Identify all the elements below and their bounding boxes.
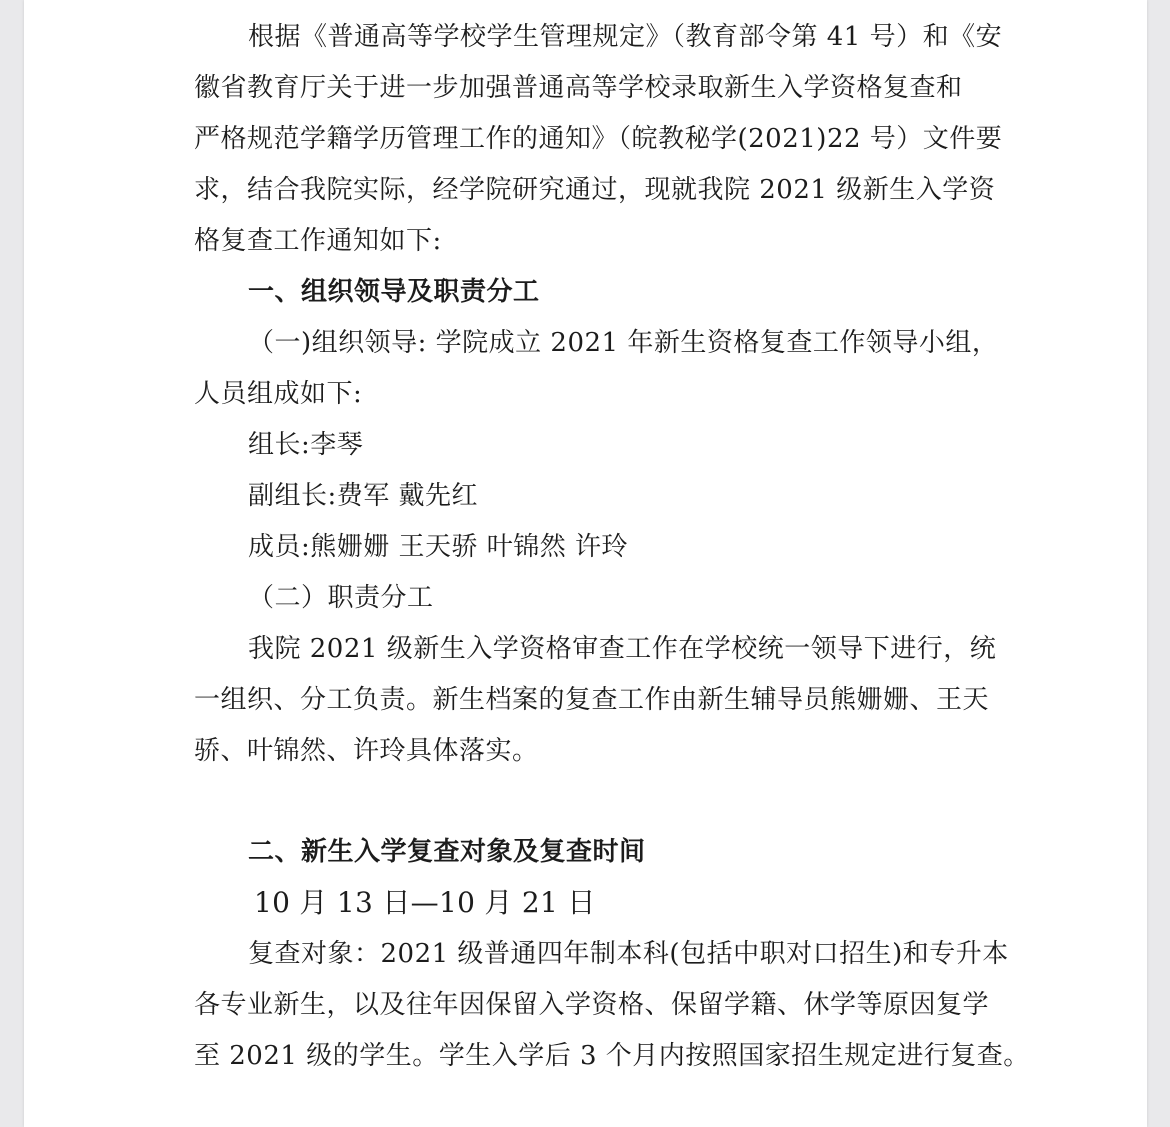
section-2-heading: 二、新生入学复查对象及复查时间 <box>248 837 646 867</box>
organization-line-1: （一)组织领导: 学院成立 2021 年新生资格复查工作领导小组， <box>248 328 999 358</box>
review-target-line-3: 至 2021 级的学生。学生入学后 3 个月内按照国家招生规定进行复查。 <box>194 1041 1030 1071</box>
members-line: 成员:熊姗姗 王天骄 叶锦然 许玲 <box>248 532 629 562</box>
intro-line-4: 求，结合我院实际，经学院研究通过，现就我院 2021 级新生入学资 <box>194 175 996 205</box>
intro-line-1: 根据《普通高等学校学生管理规定》（教育部令第 41 号）和《安 <box>248 22 1003 52</box>
deputy-leader-line: 副组长:费军 戴先红 <box>248 481 479 511</box>
document-page <box>24 0 1147 1127</box>
intro-line-3: 严格规范学籍学历管理工作的通知》（皖教秘学(2021)22 号）文件要 <box>194 124 1003 154</box>
duty-line-2: 一组织、分工负责。新生档案的复查工作由新生辅导员熊姗姗、王天 <box>194 685 990 715</box>
review-target-line-1: 复查对象：2021 级普通四年制本科(包括中职对口招生)和专升本 <box>248 939 1009 969</box>
intro-line-2: 徽省教育厅关于进一步加强普通高等学校录取新生入学资格复查和 <box>194 73 963 103</box>
review-target-line-2: 各专业新生，以及往年因保留入学资格、保留学籍、休学等原因复学 <box>194 990 990 1020</box>
review-date-range: 10 月 13 日—10 月 21 日 <box>254 886 596 919</box>
duty-line-3: 骄、叶锦然、许玲具体落实。 <box>194 736 539 766</box>
section-1-heading: 一、组织领导及职责分工 <box>248 277 540 307</box>
leader-line: 组长:李琴 <box>248 430 364 460</box>
organization-line-2: 人员组成如下: <box>194 379 363 409</box>
duty-subheading: （二）职责分工 <box>248 583 434 613</box>
intro-line-5: 格复查工作通知如下: <box>194 226 442 256</box>
duty-line-1: 我院 2021 级新生入学资格审查工作在学校统一领导下进行，统 <box>248 634 997 664</box>
